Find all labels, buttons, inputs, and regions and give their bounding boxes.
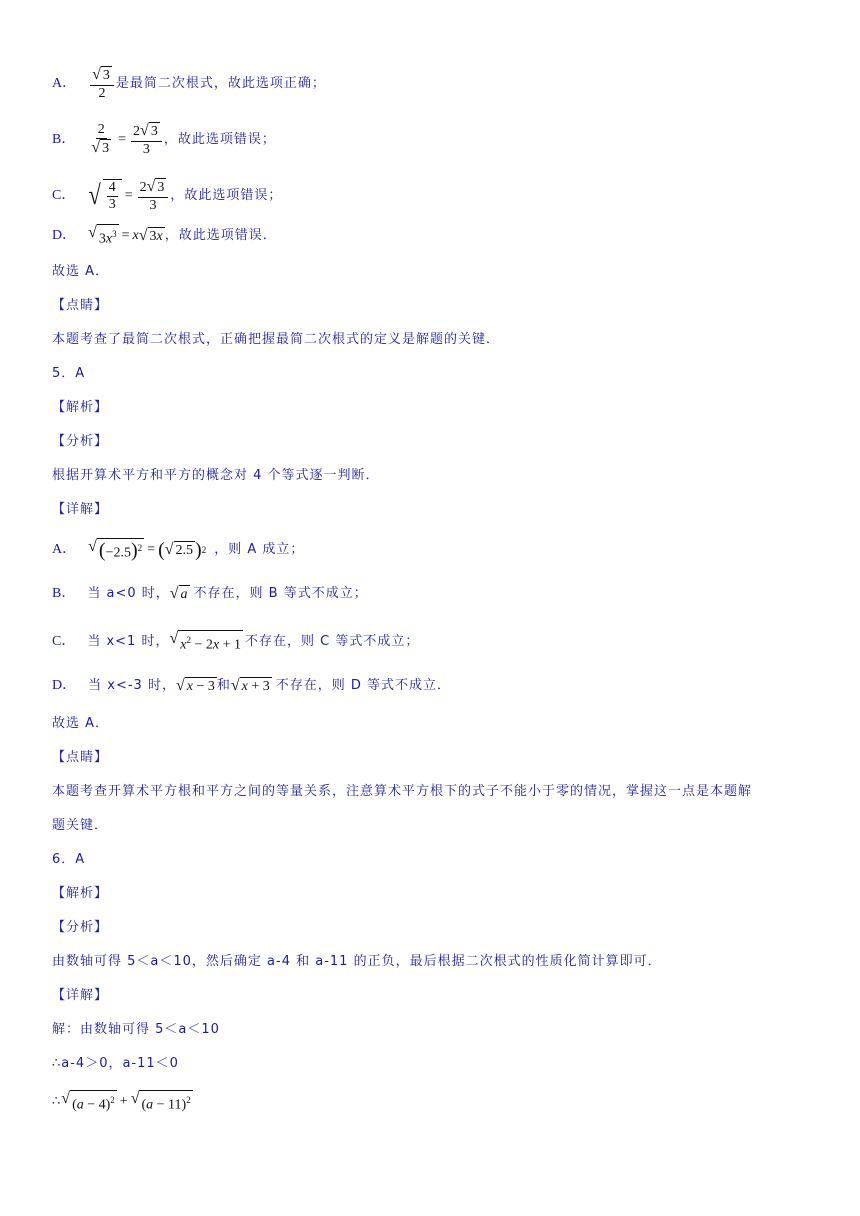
q5-option-d: D． 当 x<-3 时， √ x − 3 和 √ x + 3 不存在，则 D 等式不成立．	[52, 676, 452, 694]
math-sqrt-neg2-5-squared: √ $(-2.5)^2$ = ( √ 2.5 ) 2	[88, 538, 207, 562]
math-sqrt-x2-2x-1: √ $x^2 - 2x + 1$	[169, 630, 241, 653]
q4-choice: 故选 A．	[52, 264, 110, 279]
q5-fenxi-text: 根据开算术平方和平方的概念对 4 个等式逐一判断．	[52, 468, 380, 483]
q4-option-a	[52, 66, 326, 102]
q6-step3: ∴ √ $(a - 4)^2$ + √ $(a - 11)^2$	[52, 1090, 191, 1113]
option-label: A．	[52, 76, 77, 91]
math-sqrt-x-minus-3: √ x − 3	[175, 676, 215, 694]
option-text: ，故此选项错误；	[170, 188, 283, 203]
q4-option-d	[52, 224, 277, 249]
q5-option-b: B． 当 a<0 时， √ a 不存在，则 B 等式不成立；	[52, 584, 368, 602]
math-sqrt3-over-2: √ 3 2	[88, 66, 116, 102]
q5-choice: 故选 A．	[52, 716, 110, 731]
option-label: B．	[52, 132, 76, 147]
q5-number: 5．A	[52, 366, 86, 381]
q6-xiangjie-heading: 【详解】	[52, 988, 109, 1003]
q6-jiexi-heading: 【解析】	[52, 886, 109, 901]
math-sqrt-4-over-3: √ $\frac{4}{3}$ = 2 √ 3 3	[87, 178, 170, 214]
q5-dianjing-line2: 题关键．	[52, 818, 109, 833]
q4-option-b	[52, 122, 276, 158]
math-sum-of-roots: √ $(a - 4)^2$ + √ $(a - 11)^2$	[61, 1090, 191, 1113]
q4-option-c	[52, 178, 282, 214]
math-2-over-sqrt3: 2 √ 3 = 2 √ 3 3	[87, 122, 163, 158]
q6-fenxi-heading: 【分析】	[52, 920, 109, 935]
q4-dianjing-text: 本题考查了最简二次根式，正确把握最简二次根式的定义是解题的关键．	[52, 332, 501, 347]
q5-dianjing-heading: 【点睛】	[52, 750, 109, 765]
option-text: 是最简二次根式，故此选项正确；	[115, 76, 326, 91]
math-sqrt-a: √ a	[169, 584, 188, 602]
q6-fenxi-text: 由数轴可得 5＜a＜10，然后确定 a-4 和 a-11 的正负，最后根据二次根式的性质化简计算即可．	[52, 954, 662, 969]
q6-number: 6．A	[52, 852, 86, 867]
q5-option-a: A． √ $(-2.5)^2$ = ( √ 2.5 ) 2 ，则 A 成立；	[52, 538, 305, 562]
math-sqrt-x-plus-3: √ x + 3	[230, 676, 270, 694]
q4-dianjing-heading: 【点睛】	[52, 298, 109, 313]
q6-step2: ∴a-4＞0，a-11＜0	[52, 1056, 179, 1071]
q5-jiexi-heading: 【解析】	[52, 400, 109, 415]
q5-option-c: C． 当 x<1 时， √ $x^2 - 2x + 1$ 不存在，则 C 等式不成立；	[52, 630, 420, 653]
q5-xiangjie-heading: 【详解】	[52, 502, 109, 517]
q5-dianjing-line1: 本题考查开算术平方根和平方之间的等量关系，注意算术平方根下的式子不能小于零的情况，掌握这一点是本题解	[52, 784, 753, 799]
q6-step1: 解：由数轴可得 5＜a＜10	[52, 1022, 220, 1037]
q5-fenxi-heading: 【分析】	[52, 434, 109, 449]
option-text: ，故此选项错误；	[163, 132, 276, 147]
option-label: D．	[52, 228, 77, 244]
math-sqrt-3x3: √ $3x^3$ = x √ 3x	[88, 224, 163, 247]
option-text: ，故此选项错误．	[164, 228, 277, 244]
option-label: C．	[52, 188, 76, 203]
